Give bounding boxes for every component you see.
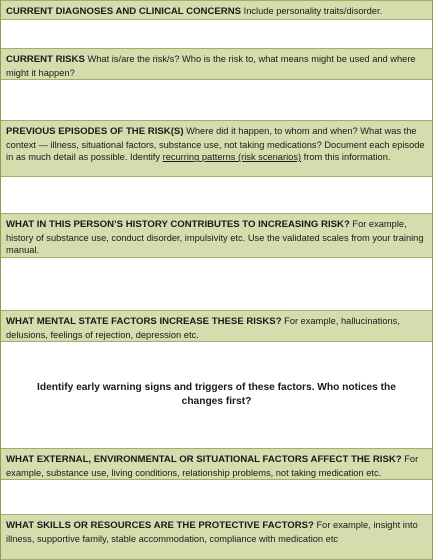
section-heading: WHAT EXTERNAL, ENVIRONMENTAL OR SITUATIONAL FACTORS AFFECT THE RISK? [6, 454, 402, 465]
section-text: For example, hallucinations, delusions, feelings of rejection, depression etc. [6, 316, 400, 340]
early-warning-note: Identify early warning signs and triggers of these factors. Who notices the changes first? [37, 382, 396, 407]
answer-space-history-risk[interactable] [1, 258, 432, 310]
answer-space-current-diagnoses[interactable] [1, 20, 432, 48]
section-heading: PREVIOUS EPISODES OF THE RISK(S) [6, 126, 184, 137]
section-text: Include personality traits/disorder. [243, 6, 383, 16]
section-text: For example, substance use, living conditions, relationship problems, not taking medication etc. [6, 454, 419, 478]
section-current-risks [1, 48, 432, 80]
section-heading: CURRENT DIAGNOSES AND CLINICAL CONCERNS [6, 6, 242, 17]
answer-space-current-risks[interactable] [1, 80, 432, 120]
section-history-risk [1, 213, 432, 258]
answer-space-previous-episodes[interactable] [1, 177, 432, 213]
section-current-diagnoses [1, 0, 432, 20]
section-heading: WHAT SKILLS OR RESOURCES ARE THE PROTECTIVE FACTORS? [6, 520, 314, 531]
section-text-after: from this information. [303, 152, 391, 163]
section-text: Where did it happen, to whom and when? What was the context — illness, situational factors, substance use, not taking medications? Document each episode in as much detail as possible. Identify [6, 126, 425, 163]
section-heading: CURRENT RISKS [6, 54, 85, 65]
section-external-factors [1, 448, 432, 480]
section-mental-state-factors [1, 310, 432, 342]
answer-space-external-factors[interactable] [1, 480, 432, 514]
recurring-patterns-underlined: recurring patterns (risk scenarios) [162, 152, 302, 163]
section-previous-episodes [1, 120, 432, 177]
section-protective-factors [1, 514, 432, 560]
section-heading: WHAT MENTAL STATE FACTORS INCREASE THESE RISKS? [6, 316, 282, 327]
section-heading: WHAT IN THIS PERSON’S HISTORY CONTRIBUTES TO INCREASING RISK? [6, 219, 350, 230]
section-text: For example, history of substance use, conduct disorder, impulsivity etc. Use the validated scales from your training manual. [6, 219, 424, 256]
section-text: What is/are the risk/s? Who is the risk to, what means might be used and where might it happen? [6, 54, 416, 78]
section-text: For example, insight into illness, supportive family, stable accommodation, compliance with medication etc [6, 520, 418, 544]
